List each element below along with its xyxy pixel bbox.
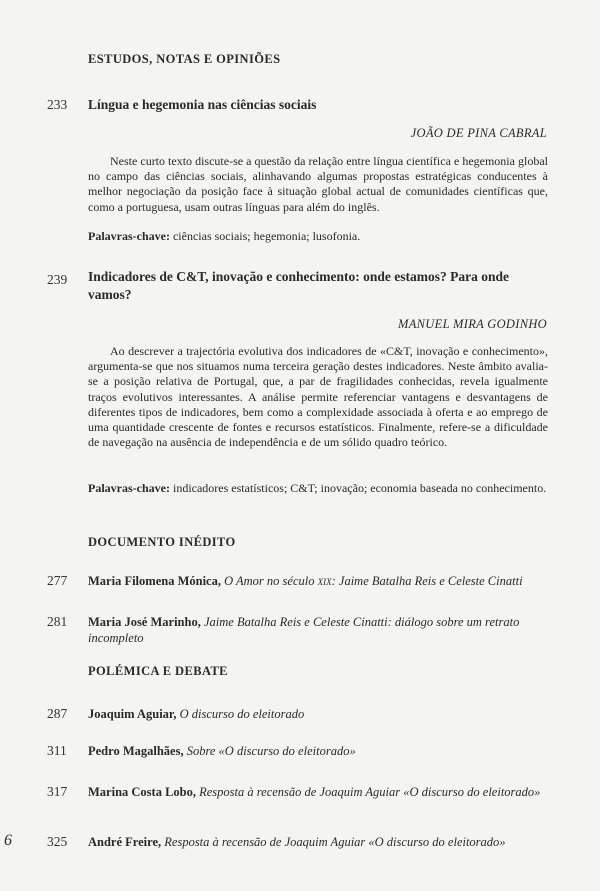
entry-title: O Amor no século xix: Jaime Batalha Reis e Celeste Cinatti: [224, 574, 523, 588]
entry-author: Pedro Magalhães,: [88, 744, 184, 758]
keywords-text: ciências sociais; hegemonia; lusofonia.: [172, 229, 361, 243]
article-author: MANUEL MIRA GODINHO: [398, 317, 547, 331]
entry-page-number: 277: [47, 573, 68, 588]
section-heading-estudos: ESTUDOS, NOTAS E OPINIÕES: [88, 52, 281, 66]
entry-author: Joaquim Aguiar,: [88, 707, 177, 721]
article-page-number: 239: [47, 272, 68, 287]
article-keywords: [88, 229, 548, 244]
article-keywords: [88, 481, 548, 496]
toc-entry: [88, 706, 548, 722]
entry-title: Resposta à recensão de Joaquim Aguiar «O discurso do eleitorado»: [164, 835, 506, 849]
toc-entry: [88, 573, 548, 589]
page-folio: 6: [4, 832, 12, 849]
entry-page-number: 287: [47, 706, 68, 721]
entry-page-number: 311: [47, 743, 67, 758]
entry-author: Maria Filomena Mónica,: [88, 574, 221, 588]
article-page-number: 233: [47, 97, 68, 112]
section-heading-polemica: POLÉMICA E DEBATE: [88, 664, 228, 678]
entry-author: Marina Costa Lobo,: [88, 785, 196, 799]
entry-page-number: 317: [47, 784, 68, 799]
entry-page-number: 281: [47, 614, 68, 629]
toc-entry: [88, 784, 548, 800]
entry-title: Sobre «O discurso do eleitorado»: [186, 744, 356, 758]
entry-page-number: 325: [47, 834, 68, 849]
article-abstract: Ao descrever a trajectória evolutiva dos indicadores de «C&T, inovação e conhecimento», argumenta-se que nos situamos numa terceira geração destes indicadores. Neste âmbito avalia-se a posição relativa de Portugal, que, a par de fragilidades conhecidas, revela igualmente traços evolutivos interessantes. A análise permite referenciar vantagens e desvantagens de diferentes tipos de indicadores, bem como a complexidade associada à oferta e ao emprego de uma quantidade crescente de fontes e recursos estatísticos. Finalmente, refere-se a dificuldade de navegação na ausência de independência e de um sólido quadro teórico.: [88, 344, 548, 450]
entry-author: Maria José Marinho,: [88, 615, 201, 629]
toc-entry: [88, 743, 548, 759]
entry-title: Resposta à recensão de Joaquim Aguiar «O discurso do eleitorado»: [199, 785, 541, 799]
keywords-text: indicadores estatísticos; C&T; inovação; economia baseada no conhecimento.: [172, 481, 547, 495]
entry-title: O discurso do eleitorado: [179, 707, 305, 721]
article-title: Indicadores de C&T, inovação e conhecimento: onde estamos? Para onde vamos?: [88, 269, 509, 302]
article-title: Língua e hegemonia nas ciências sociais: [88, 97, 317, 112]
article-abstract: Neste curto texto discute-se a questão da relação entre língua científica e hegemonia global no campo das ciências sociais, alinhavando algumas propostas estratégicas conducentes à melhor negociação da posição face à situação global actual de comunidades científicas que, como a portuguesa, usam outras línguas para além do inglês.: [88, 154, 548, 214]
toc-entry: [88, 834, 548, 850]
keywords-label: Palavras-chave:: [88, 481, 170, 495]
entry-title: Jaime Batalha Reis e Celeste Cinatti: diálogo sobre um retrato incompleto: [88, 615, 520, 645]
keywords-label: Palavras-chave:: [88, 229, 170, 243]
section-heading-documento: DOCUMENTO INÉDITO: [88, 535, 236, 549]
article-author: JOÃO DE PINA CABRAL: [410, 126, 547, 140]
entry-author: André Freire,: [88, 835, 162, 849]
toc-entry: [88, 614, 548, 646]
